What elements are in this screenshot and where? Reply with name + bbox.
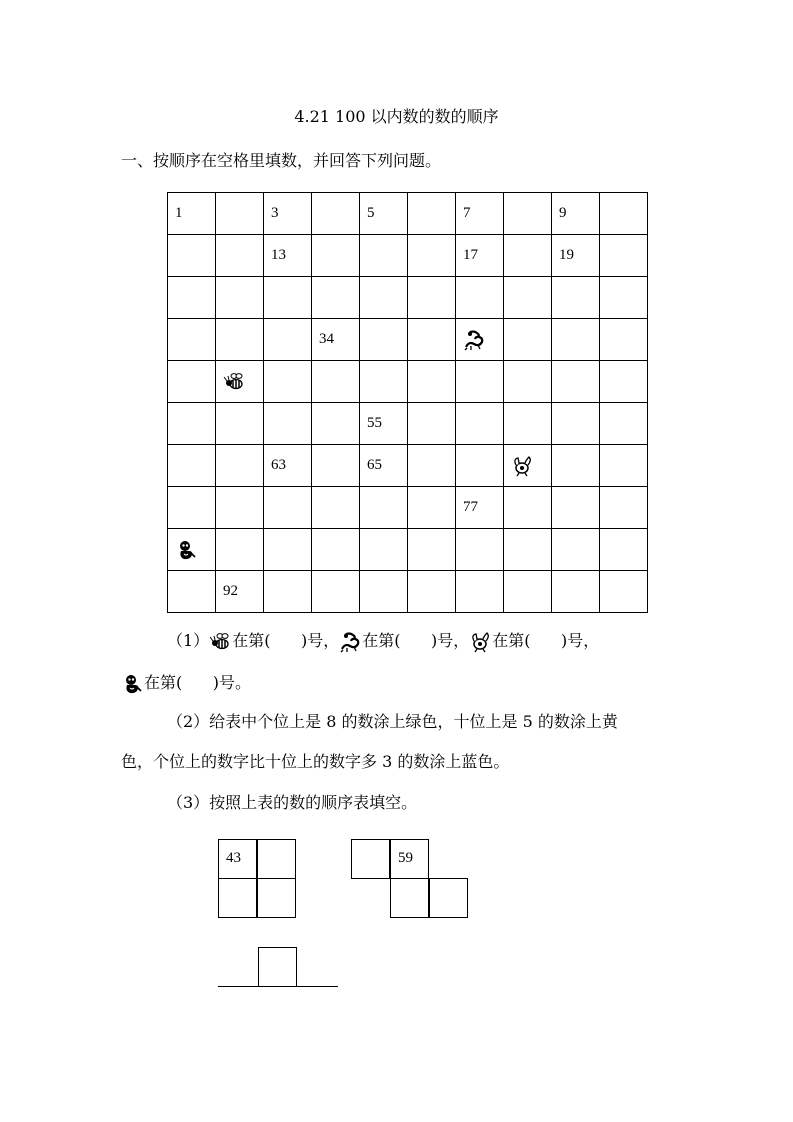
grid-cell-number[interactable]: 17 [456, 235, 504, 277]
grid-cell-blank[interactable] [168, 445, 216, 487]
grid-cell-blank[interactable] [216, 235, 264, 277]
question-1-line-1 [167, 630, 599, 653]
grid-row [168, 529, 648, 571]
grid-cell-blank[interactable] [600, 277, 648, 319]
monkey-icon [121, 673, 143, 695]
grid-cell-blank[interactable] [552, 403, 600, 445]
q1-text-3: 在第( [492, 631, 531, 650]
q1-text-2: 在第( [362, 631, 401, 650]
grid-cell-blank[interactable] [408, 403, 456, 445]
grid-cell-blank[interactable] [408, 571, 456, 613]
dragon-icon [463, 329, 485, 351]
q3-box-b-bottom-left[interactable] [390, 878, 429, 918]
grid-cell-blank[interactable] [552, 529, 600, 571]
grid-cell-blank[interactable] [552, 319, 600, 361]
grid-cell-blank[interactable] [168, 403, 216, 445]
grid-row [168, 235, 648, 277]
grid-cell-blank[interactable] [312, 445, 360, 487]
grid-row [168, 277, 648, 319]
grid-cell-blank[interactable] [456, 445, 504, 487]
grid-cell-blank[interactable] [264, 361, 312, 403]
grid-cell-number[interactable]: 34 [312, 319, 360, 361]
grid-cell-number[interactable]: 9 [552, 193, 600, 235]
section-heading: 一、按顺序在空格里填数，并回答下列问题。 [121, 151, 442, 170]
grid-cell-blank[interactable] [312, 487, 360, 529]
grid-cell-blank[interactable] [600, 403, 648, 445]
grid-cell-blank[interactable] [600, 319, 648, 361]
grid-cell-blank[interactable] [600, 193, 648, 235]
grid-cell-blank[interactable] [456, 277, 504, 319]
grid-cell-blank[interactable] [456, 361, 504, 403]
grid-cell-blank[interactable] [216, 277, 264, 319]
grid-cell-blank[interactable] [264, 277, 312, 319]
page-title: 4.21 100 以内数的数的顺序 [294, 107, 499, 126]
q3-box-c-baseline [218, 986, 338, 987]
grid-cell-blank[interactable] [264, 487, 312, 529]
q1-blank-3[interactable]: )号， [530, 631, 600, 650]
q1-blank-1[interactable]: )号， [270, 631, 340, 650]
grid-row [168, 361, 648, 403]
grid-cell-blank[interactable] [600, 361, 648, 403]
grid-cell-blank[interactable] [168, 277, 216, 319]
grid-cell-blank[interactable] [600, 529, 648, 571]
grid-cell-blank[interactable] [504, 319, 552, 361]
grid-row [168, 571, 648, 613]
monkey-icon [175, 539, 197, 561]
grid-row [168, 403, 648, 445]
grid-cell-number[interactable]: 65 [360, 445, 408, 487]
q3-box-a-top-right[interactable] [257, 839, 296, 879]
grid-cell-blank[interactable] [408, 487, 456, 529]
grid-cell-blank[interactable] [504, 235, 552, 277]
bird-icon [511, 455, 533, 477]
grid-cell-blank[interactable] [360, 529, 408, 571]
grid-cell-blank[interactable] [504, 361, 552, 403]
grid-cell-blank[interactable] [216, 403, 264, 445]
grid-cell-number[interactable]: 92 [216, 571, 264, 613]
grid-row [168, 445, 648, 487]
grid-cell-blank[interactable] [168, 487, 216, 529]
grid-cell-blank[interactable] [360, 487, 408, 529]
grid-cell-blank[interactable] [216, 193, 264, 235]
number-grid [167, 192, 648, 613]
q3-box-a-top-left: 43 [218, 839, 257, 879]
grid-cell-blank[interactable] [312, 571, 360, 613]
grid-cell-blank[interactable] [456, 403, 504, 445]
grid-cell-number[interactable]: 63 [264, 445, 312, 487]
grid-cell-blank[interactable] [216, 319, 264, 361]
bird-icon [469, 631, 491, 653]
grid-cell-icon[interactable] [168, 529, 216, 571]
grid-cell-blank[interactable] [552, 445, 600, 487]
grid-cell-blank[interactable] [408, 235, 456, 277]
q3-box-a-bottom-right[interactable] [257, 878, 296, 918]
grid-cell-blank[interactable] [360, 235, 408, 277]
grid-cell-blank[interactable] [600, 235, 648, 277]
grid-cell-blank[interactable] [168, 319, 216, 361]
grid-cell-blank[interactable] [312, 529, 360, 571]
bee-icon [223, 371, 245, 393]
grid-cell-blank[interactable] [360, 277, 408, 319]
grid-cell-blank[interactable] [552, 571, 600, 613]
grid-cell-blank[interactable] [216, 487, 264, 529]
grid-cell-blank[interactable] [408, 319, 456, 361]
q1-prefix: （1） [167, 631, 210, 650]
q3-box-b-top-right: 59 [390, 839, 429, 879]
grid-cell-blank[interactable] [504, 571, 552, 613]
grid-cell-number[interactable]: 5 [360, 193, 408, 235]
grid-cell-icon[interactable] [216, 361, 264, 403]
grid-cell-blank[interactable] [504, 403, 552, 445]
grid-cell-blank[interactable] [360, 361, 408, 403]
grid-cell-blank[interactable] [504, 277, 552, 319]
grid-cell-blank[interactable] [168, 361, 216, 403]
grid-cell-blank[interactable] [264, 319, 312, 361]
grid-cell-blank[interactable] [552, 487, 600, 529]
grid-cell-blank[interactable] [264, 529, 312, 571]
grid-cell-blank[interactable] [312, 235, 360, 277]
grid-cell-number[interactable]: 19 [552, 235, 600, 277]
grid-cell-blank[interactable] [312, 361, 360, 403]
grid-cell-blank[interactable] [504, 193, 552, 235]
grid-cell-blank[interactable] [552, 277, 600, 319]
grid-cell-blank[interactable] [504, 487, 552, 529]
q3-box-b-top-left[interactable] [351, 839, 390, 879]
q1-blank-4[interactable]: )号。 [182, 673, 252, 692]
grid-cell-number[interactable]: 13 [264, 235, 312, 277]
grid-cell-blank[interactable] [456, 571, 504, 613]
grid-cell-number[interactable]: 55 [360, 403, 408, 445]
q3-box-c[interactable] [258, 947, 297, 987]
grid-cell-blank[interactable] [600, 571, 648, 613]
grid-row [168, 319, 648, 361]
grid-cell-icon[interactable] [504, 445, 552, 487]
grid-cell-blank[interactable] [216, 529, 264, 571]
grid-cell-blank[interactable] [504, 529, 552, 571]
question-2-line-1: （2）给表中个位上是 8 的数涂上绿色，十位上是 5 的数涂上黄 [167, 712, 618, 731]
q1-text-4: 在第( [144, 673, 183, 692]
grid-cell-blank[interactable] [216, 445, 264, 487]
grid-cell-blank[interactable] [408, 361, 456, 403]
grid-cell-blank[interactable] [312, 403, 360, 445]
grid-cell-icon[interactable] [456, 319, 504, 361]
question-3-text: （3）按照上表的数的顺序表填空。 [167, 793, 418, 812]
q1-blank-2[interactable]: )号， [400, 631, 470, 650]
grid-cell-blank[interactable] [264, 571, 312, 613]
grid-cell-blank[interactable] [408, 277, 456, 319]
grid-cell-blank[interactable] [168, 571, 216, 613]
grid-cell-blank[interactable] [456, 529, 504, 571]
q1-text-1: 在第( [232, 631, 271, 650]
q3-box-b-bottom-right[interactable] [429, 878, 468, 918]
grid-cell-blank[interactable] [312, 277, 360, 319]
question-1-line-2 [121, 672, 251, 695]
grid-cell-blank[interactable] [600, 487, 648, 529]
grid-row [168, 193, 648, 235]
grid-cell-blank[interactable] [600, 445, 648, 487]
grid-cell-number[interactable]: 7 [456, 193, 504, 235]
grid-row [168, 487, 648, 529]
grid-cell-blank[interactable] [168, 235, 216, 277]
grid-cell-blank[interactable] [408, 193, 456, 235]
q3-box-a-bottom-left[interactable] [218, 878, 257, 918]
grid-cell-blank[interactable] [360, 571, 408, 613]
question-2-line-2: 色，个位上的数字比十位上的数字多 3 的数涂上蓝色。 [121, 752, 510, 771]
grid-cell-blank[interactable] [264, 403, 312, 445]
grid-cell-blank[interactable] [312, 193, 360, 235]
grid-cell-blank[interactable] [360, 319, 408, 361]
grid-cell-number[interactable]: 77 [456, 487, 504, 529]
grid-cell-number[interactable]: 1 [168, 193, 216, 235]
grid-cell-blank[interactable] [552, 361, 600, 403]
bee-icon [209, 631, 231, 653]
grid-cell-blank[interactable] [408, 529, 456, 571]
grid-cell-blank[interactable] [408, 445, 456, 487]
grid-cell-number[interactable]: 3 [264, 193, 312, 235]
dragon-icon [339, 631, 361, 653]
